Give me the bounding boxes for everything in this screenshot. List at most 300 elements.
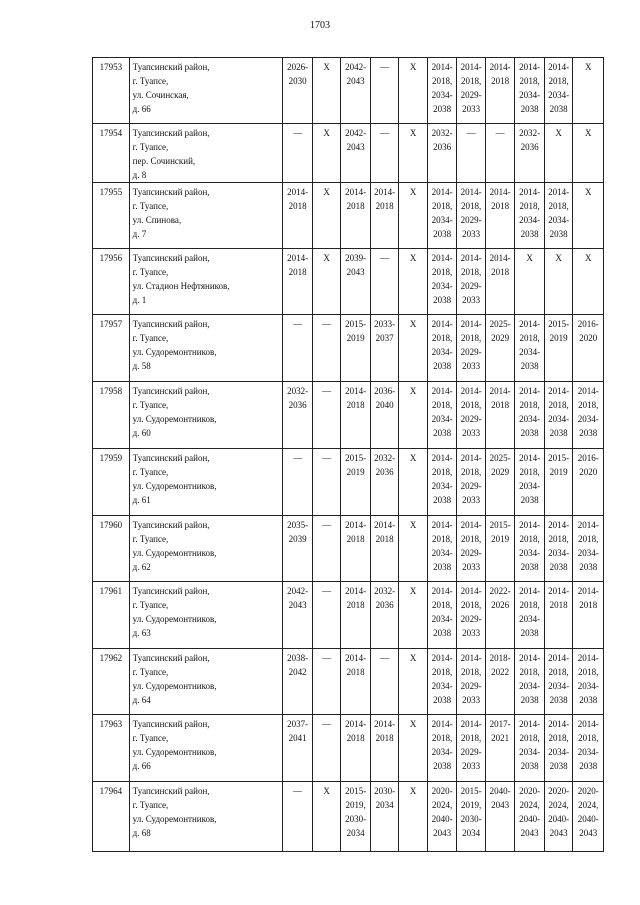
value-cell [457,782,486,852]
cell-line: 2032- [287,386,309,396]
cell-line: 2043 [491,800,510,810]
cell-line: 2029- [460,614,482,624]
value-cell [544,449,573,516]
cell-line: 2014- [548,586,570,596]
value-cell [399,649,428,715]
cell-line: 2018, [461,201,482,211]
cell-line: 2018 [346,600,365,610]
value-cell [573,582,604,649]
cell-line: 2020- [519,786,541,796]
value-cell [544,382,573,449]
cell-line: 2015- [548,319,570,329]
row-number: 17953 [93,58,130,124]
cell-line: 2036 [520,142,539,152]
row-number: 17963 [93,715,130,782]
value-cell [485,516,515,582]
address-line: д. 8 [132,170,147,180]
value-cell [341,582,371,649]
cell-line: X [409,453,417,463]
cell-line: 2038 [520,628,539,638]
cell-line: 2036 [375,467,394,477]
address-line: г. Туапсе, [132,142,169,152]
cell-line: 2018, [461,76,482,86]
cell-line: 2018, [548,667,569,677]
cell-line: 2038 [549,428,568,438]
cell-line: 2018, [578,733,599,743]
cell-line: 2015- [489,520,511,530]
cell-line: X [323,253,330,263]
cell-line: — [380,62,390,72]
table-row [93,124,604,183]
cell-line: 2014- [431,520,453,530]
value-cell [341,382,371,449]
cell-line: 2033 [462,562,481,572]
value-cell [485,715,515,782]
cell-line: 2022- [489,586,511,596]
address-cell [129,249,283,315]
cell-line: 2017- [489,719,511,729]
value-cell [312,58,341,124]
address-cell [129,382,283,449]
value-cell [370,183,399,249]
page-number: 1703 [310,20,330,31]
cell-line: X [526,253,533,263]
row-number: 17961 [93,582,130,649]
cell-line: 2038 [549,229,568,239]
value-cell [457,124,486,183]
cell-line: 2026- [287,62,309,72]
cell-line: — [380,253,390,263]
cell-line: 2043 [346,142,365,152]
cell-line: X [409,653,417,663]
value-cell [312,782,341,852]
cell-line: 2034- [519,548,541,558]
cell-line: 2018, [432,400,453,410]
cell-line: 2014- [431,319,453,329]
cell-line: 2038 [579,761,598,771]
cell-line: — [322,319,332,329]
address-line: д. 1 [132,295,147,305]
value-cell [370,582,399,649]
cell-line: X [323,187,330,197]
cell-line: 2038 [520,761,539,771]
cell-line: 2018 [491,267,510,277]
value-cell [341,516,371,582]
cell-line: 2018, [461,400,482,410]
row-number: 17964 [93,782,130,852]
value-cell [573,315,604,382]
value-cell [427,58,457,124]
cell-line: 2014- [460,187,482,197]
cell-line: 2038- [287,653,309,663]
cell-line: 2014- [460,62,482,72]
cell-line: 2018, [519,333,540,343]
cell-line: 2018 [288,201,307,211]
cell-line: 2014- [489,187,511,197]
cell-line: X [584,62,592,72]
value-cell [399,58,428,124]
cell-line: 2018, [519,400,540,410]
cell-line: 2014- [460,586,482,596]
cell-line: 2018, [519,534,540,544]
value-cell [427,249,457,315]
cell-line: 2014- [345,586,367,596]
cell-line: 2018, [461,667,482,677]
cell-line: 2043 [346,76,365,86]
cell-line: 2038 [433,628,452,638]
row-number: 17957 [93,315,130,382]
cell-line: 2021 [491,733,510,743]
cell-line: 2034- [548,747,570,757]
value-cell [370,249,399,315]
cell-line: 2014- [460,253,482,263]
value-cell [399,715,428,782]
cell-line: 2018, [519,76,540,86]
value-cell [544,516,573,582]
value-cell [399,183,428,249]
address-line: д. 62 [132,562,151,572]
cell-line: 2034- [548,548,570,558]
value-cell [370,649,399,715]
cell-line: 2034- [519,414,541,424]
value-cell [457,449,486,516]
table-row [93,782,604,852]
value-cell [457,715,486,782]
cell-line: — [322,520,332,530]
cell-line: 2034- [431,347,453,357]
cell-line: 2018, [519,667,540,677]
cell-line: 2018, [519,201,540,211]
value-cell [370,382,399,449]
address-line: Туапсинский район, [132,128,210,138]
cell-line: 2014- [345,653,367,663]
cell-line: 2020- [577,786,599,796]
cell-line: 2030 [288,76,307,86]
value-cell [427,516,457,582]
table-row [93,516,604,582]
value-cell [341,649,371,715]
cell-line: — [380,653,390,663]
cell-line: X [584,253,592,263]
cell-line: 2018 [375,534,394,544]
cell-line: 2034- [548,414,570,424]
value-cell [485,382,515,449]
cell-line: X [409,128,417,138]
value-cell [341,782,371,852]
cell-line: X [323,786,330,796]
cell-line: 2014- [577,719,599,729]
cell-line: 2038 [433,495,452,505]
cell-line: 2018 [549,600,568,610]
cell-line: 2030- [345,814,367,824]
address-line: г. Туапсе, [132,733,169,743]
cell-line: 2040- [548,814,570,824]
cell-line: 2038 [549,562,568,572]
address-line: г. Туапсе, [132,201,169,211]
cell-line: 2038 [520,104,539,114]
value-cell [283,449,313,516]
table-row [93,382,604,449]
cell-line: — [293,128,303,138]
cell-line: — [322,719,332,729]
value-cell [370,315,399,382]
cell-line: 2036 [375,600,394,610]
value-cell [283,715,313,782]
cell-line: 2038 [433,104,452,114]
value-cell [283,516,313,582]
cell-line: 2014- [374,187,396,197]
address-cell [129,715,283,782]
cell-line: 2018 [579,600,598,610]
cell-line: 2038 [520,495,539,505]
value-cell [573,382,604,449]
value-cell [515,58,545,124]
cell-line: 2024, [548,800,569,810]
cell-line: 2018- [489,653,511,663]
cell-line: 2014- [460,386,482,396]
cell-line: 2015- [345,786,367,796]
cell-line: — [495,128,505,138]
value-cell [312,249,341,315]
value-cell [427,124,457,183]
cell-line: 2034- [519,681,541,691]
cell-line: 2030- [460,814,482,824]
address-line: Туапсинский район, [132,386,210,396]
value-cell [457,183,486,249]
address-line: д. 60 [132,428,151,438]
address-line: г. Туапсе, [132,534,169,544]
address-line: д. 64 [132,695,151,705]
value-cell [457,516,486,582]
value-cell [573,449,604,516]
cell-line: 2014- [460,319,482,329]
cell-line: 2014- [519,520,541,530]
value-cell [457,315,486,382]
cell-line: 2034- [548,215,570,225]
value-cell [341,58,371,124]
cell-line: 2018, [461,733,482,743]
value-cell [485,315,515,382]
cell-line: 2032- [374,453,396,463]
cell-line: 2025- [489,319,511,329]
cell-line: 2034- [431,548,453,558]
address-line: Туапсинский район, [132,319,210,329]
cell-line: 2034- [431,281,453,291]
cell-line: X [409,719,417,729]
cell-line: 2038 [520,361,539,371]
value-cell [515,183,545,249]
cell-line: 2033 [462,495,481,505]
cell-line: 2014- [577,653,599,663]
address-cell [129,124,283,183]
value-cell [485,183,515,249]
cell-line: 2034- [548,90,570,100]
value-cell [283,582,313,649]
cell-line: 2014- [577,520,599,530]
cell-line: 2034- [431,747,453,757]
cell-line: 2014- [519,453,541,463]
table-row [93,58,604,124]
cell-line: 2029- [460,215,482,225]
cell-line: 2014- [519,62,541,72]
table-row [93,183,604,249]
cell-line: 2019 [491,534,510,544]
cell-line: 2029- [460,548,482,558]
cell-line: 2043 [520,828,539,838]
value-cell [427,715,457,782]
cell-line: 2014- [519,719,541,729]
table-row [93,715,604,782]
address-line: г. Туапсе, [132,400,169,410]
cell-line: 2015- [548,453,570,463]
cell-line: 2039 [288,534,307,544]
value-cell [485,449,515,516]
address-cell [129,582,283,649]
address-line: ул. Судоремонтников, [132,614,217,624]
cell-line: — [293,786,303,796]
cell-line: 2038 [520,562,539,572]
table-body [93,58,604,852]
value-cell [399,124,428,183]
address-line: ул. Спинова, [132,215,182,225]
cell-line: 2018 [491,400,510,410]
cell-line: 2040- [489,786,511,796]
value-cell [399,449,428,516]
cell-line: — [466,128,476,138]
cell-line: 2016- [577,319,599,329]
value-cell [370,782,399,852]
cell-line: 2034- [431,414,453,424]
value-cell [370,449,399,516]
value-cell [341,249,371,315]
cell-line: 2038 [433,428,452,438]
cell-line: 2032- [519,128,541,138]
cell-line: 2043 [579,828,598,838]
value-cell [573,183,604,249]
address-cell [129,782,283,852]
value-cell [457,382,486,449]
value-cell [457,249,486,315]
cell-line: 2014- [548,386,570,396]
value-cell [515,715,545,782]
address-cell [129,58,283,124]
cell-line: 2034- [431,681,453,691]
value-cell [544,315,573,382]
data-table [92,57,604,852]
address-line: д. 63 [132,628,151,638]
cell-line: 2018, [461,333,482,343]
cell-line: X [555,128,562,138]
value-cell [312,649,341,715]
cell-line: 2019, [461,800,482,810]
address-line: Туапсинский район, [132,520,210,530]
value-cell [544,715,573,782]
cell-line: 2042 [288,667,307,677]
cell-line: 2015- [345,453,367,463]
cell-line: 2029- [460,281,482,291]
cell-line: 2018 [346,733,365,743]
cell-line: 2018, [548,733,569,743]
cell-line: 2039- [345,253,367,263]
cell-line: 2014- [519,187,541,197]
cell-line: X [323,62,330,72]
cell-line: 2036- [374,386,396,396]
cell-line: 2037 [375,333,394,343]
cell-line: 2014- [374,520,396,530]
address-cell [129,516,283,582]
cell-line: 2038 [433,361,452,371]
value-cell [573,124,604,183]
cell-line: 2038 [520,229,539,239]
cell-line: 2015- [460,786,482,796]
value-cell [341,183,371,249]
address-line: ул. Судоремонтников, [132,347,217,357]
cell-line: 2034 [462,828,481,838]
cell-line: 2014- [577,386,599,396]
cell-line: 2018 [346,201,365,211]
cell-line: 2014- [287,253,309,263]
cell-line: X [584,187,592,197]
cell-line: 2026 [491,600,510,610]
address-line: ул. Судоремонтников, [132,481,217,491]
value-cell [312,516,341,582]
row-number: 17956 [93,249,130,315]
value-cell [515,249,545,315]
cell-line: 2018, [461,467,482,477]
cell-line: 2019 [549,467,568,477]
value-cell [341,449,371,516]
table-row [93,249,604,315]
value-cell [485,649,515,715]
cell-line: 2018, [548,534,569,544]
cell-line: 2014- [548,653,570,663]
cell-line: — [322,586,332,596]
cell-line: 2029- [460,90,482,100]
cell-line: 2018, [432,267,453,277]
cell-line: 2043 [288,600,307,610]
value-cell [341,715,371,782]
value-cell [312,183,341,249]
cell-line: 2040- [431,814,453,824]
cell-line: 2018 [346,400,365,410]
cell-line: — [380,128,390,138]
cell-line: 2030- [374,786,396,796]
cell-line: 2029 [491,467,510,477]
cell-line: 2033 [462,695,481,705]
cell-line: 2038 [579,428,598,438]
value-cell [485,582,515,649]
cell-line: 2018 [346,667,365,677]
value-cell [427,582,457,649]
table-row [93,649,604,715]
cell-line: 2034- [519,215,541,225]
cell-line: 2018, [432,733,453,743]
cell-line: X [409,386,417,396]
cell-line: 2024, [432,800,453,810]
cell-line: X [584,128,592,138]
value-cell [515,782,545,852]
value-cell [283,782,313,852]
cell-line: 2036 [433,142,452,152]
cell-line: 2020- [431,786,453,796]
address-line: г. Туапсе, [132,667,169,677]
cell-line: 2018, [548,201,569,211]
address-line: ул. Сочинская, [132,90,189,100]
cell-line: 2038 [549,104,568,114]
cell-line: 2038 [549,695,568,705]
value-cell [427,315,457,382]
value-cell [427,649,457,715]
